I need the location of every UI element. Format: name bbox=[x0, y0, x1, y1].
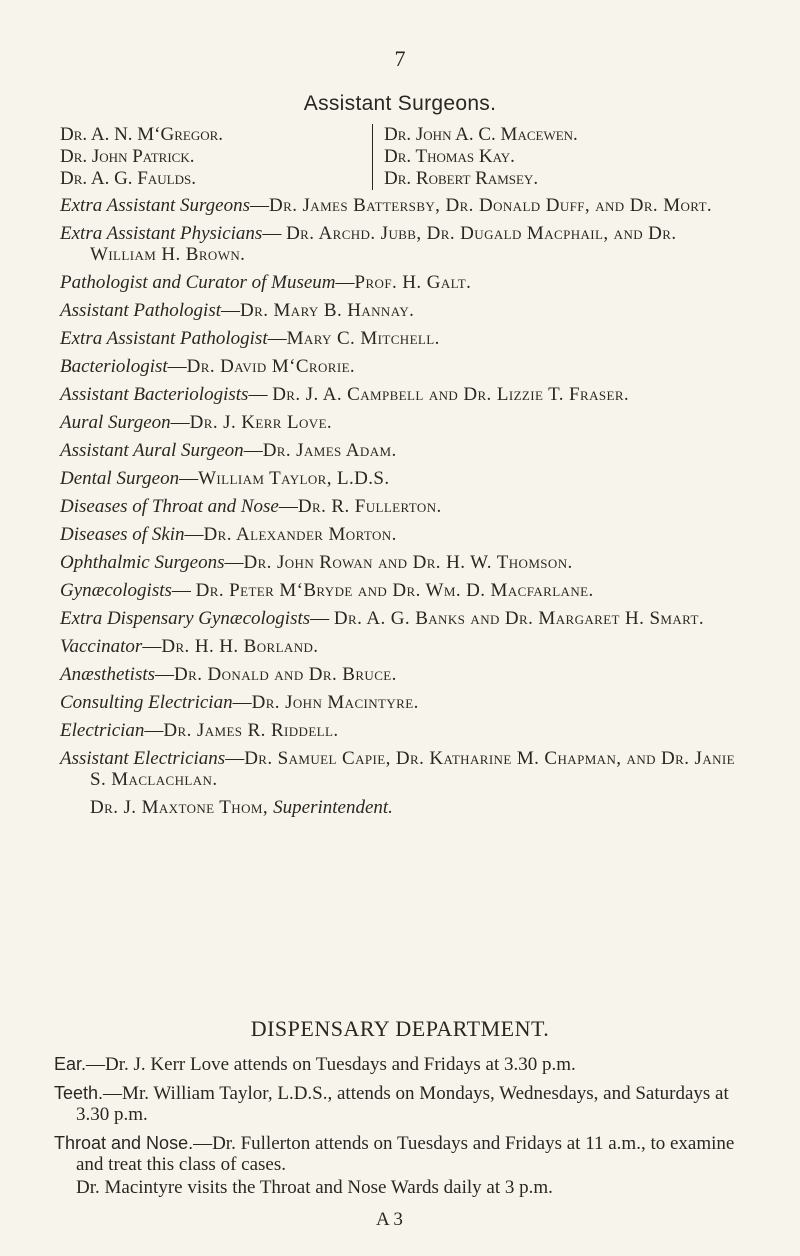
staff-entry bbox=[60, 496, 740, 517]
staff-role: Assistant Pathologist bbox=[60, 300, 221, 321]
separator: — bbox=[221, 300, 240, 321]
staff-role: Vaccinator bbox=[60, 636, 143, 657]
surgeon-name: Dr. A. N. M‘Gregor. bbox=[60, 124, 224, 145]
separator: — bbox=[243, 440, 263, 461]
staff-names: Dr. David M‘Crorie. bbox=[186, 356, 356, 377]
staff-names: Dr. John Macintyre. bbox=[251, 692, 419, 713]
dispensary-department-title: DISPENSARY DEPARTMENT. bbox=[250, 1016, 550, 1041]
staff-role: Extra Assistant Physicians bbox=[60, 223, 263, 244]
staff-names: Mary C. Mitchell. bbox=[286, 328, 440, 349]
paragraph-lead: Throat and Nose. bbox=[54, 1133, 194, 1153]
staff-names: Dr. James Battersby, Dr. Donald Duff, and Dr. Mort. bbox=[269, 195, 713, 216]
staff-names: Dr. Donald and Dr. Bruce. bbox=[174, 664, 397, 685]
staff-role: Pathologist and Curator of Museum bbox=[60, 272, 336, 293]
dispensary-paragraph bbox=[54, 1054, 746, 1075]
surgeon-name: Dr. Robert Ramsey. bbox=[384, 168, 539, 189]
staff-role: Ophthalmic Surgeons bbox=[60, 552, 225, 573]
staff-names: William Taylor, L.D.S. bbox=[198, 468, 390, 489]
separator: — bbox=[310, 608, 334, 629]
staff-entry bbox=[60, 664, 740, 685]
staff-names: Dr. A. G. Banks and Dr. Margaret H. Smart. bbox=[333, 608, 704, 629]
staff-names: Dr. Archd. Jubb, Dr. Dugald Macphail, and Dr. William H. Brown. bbox=[90, 223, 677, 265]
surgeon-name: Dr. A. G. Faulds. bbox=[60, 168, 196, 189]
staff-entry bbox=[60, 748, 740, 790]
staff-entry bbox=[60, 720, 740, 741]
staff-role: Diseases of Skin bbox=[60, 524, 185, 545]
staff-entry bbox=[60, 356, 740, 377]
dispensary-department bbox=[54, 1054, 746, 1198]
separator: — bbox=[167, 356, 187, 377]
separator: — bbox=[170, 412, 190, 433]
staff-names: Dr. James R. Riddell. bbox=[163, 720, 339, 741]
staff-names: Dr. J. Kerr Love. bbox=[189, 412, 333, 433]
separator: — bbox=[171, 580, 196, 601]
staff-names: Dr. Peter M‘Bryde and Dr. Wm. D. Macfarlane. bbox=[195, 580, 594, 601]
staff-role: Assistant Bacteriologists bbox=[60, 384, 249, 405]
assistant-surgeons-heading: Assistant Surgeons. bbox=[303, 92, 497, 115]
staff-entry bbox=[60, 440, 740, 461]
superintendent-entry bbox=[90, 797, 740, 818]
staff-role: Extra Assistant Surgeons bbox=[60, 195, 251, 216]
staff-names: Dr. James Adam. bbox=[262, 440, 397, 461]
staff-names: Dr. Mary B. Hannay. bbox=[240, 300, 415, 321]
page-number: 7 bbox=[394, 46, 406, 71]
staff-entry bbox=[60, 272, 740, 293]
separator: — bbox=[232, 692, 252, 713]
staff-names: Dr. R. Fullerton. bbox=[297, 496, 442, 517]
separator: — bbox=[224, 552, 244, 573]
staff-role: Electrician bbox=[60, 720, 145, 741]
staff-role: Assistant Aural Surgeon bbox=[60, 440, 244, 461]
staff-entry bbox=[60, 468, 740, 489]
assistant-surgeons-columns bbox=[60, 124, 740, 194]
paragraph-lead: Teeth. bbox=[54, 1083, 104, 1103]
column-divider bbox=[372, 124, 373, 190]
staff-role: Aural Surgeon bbox=[60, 412, 171, 433]
separator: — bbox=[262, 223, 287, 244]
staff-entry bbox=[60, 552, 740, 573]
staff-names: Dr. H. H. Borland. bbox=[161, 636, 319, 657]
staff-names: Prof. H. Galt. bbox=[354, 272, 472, 293]
superintendent-name: Dr. J. Maxtone Thom, bbox=[90, 797, 274, 818]
staff-entry bbox=[60, 608, 740, 629]
staff-role: Gynæcologists bbox=[60, 580, 172, 601]
paragraph-text: —Dr. Fullerton attends on Tuesdays and Fridays at 11 a.m., to examine and treat this class of cases. bbox=[76, 1133, 735, 1175]
separator: — bbox=[250, 195, 270, 216]
assistant-surgeons-right-column bbox=[384, 124, 578, 190]
separator: — bbox=[155, 664, 175, 685]
separator: — bbox=[278, 496, 298, 517]
separator: — bbox=[248, 384, 273, 405]
separator: — bbox=[267, 328, 287, 349]
paragraph-text: —Mr. William Taylor, L.D.S., attends on Mondays, Wednesdays, and Saturdays at 3.30 p.m. bbox=[76, 1083, 729, 1125]
staff-entry bbox=[60, 692, 740, 713]
separator: — bbox=[225, 748, 245, 769]
surgeon-name: Dr. John A. C. Macewen. bbox=[384, 124, 578, 145]
separator: — bbox=[184, 524, 204, 545]
paragraph-lead: Ear. bbox=[54, 1054, 87, 1074]
staff-names: Dr. Samuel Capie, Dr. Katharine M. Chapman, and Dr. Janie S. Maclachlan. bbox=[90, 748, 735, 790]
separator: — bbox=[144, 720, 164, 741]
staff-names: Dr. John Rowan and Dr. H. W. Thomson. bbox=[243, 552, 573, 573]
surgeon-name: Dr. John Patrick. bbox=[60, 146, 195, 167]
separator: — bbox=[142, 636, 162, 657]
staff-role: Extra Dispensary Gynæcologists bbox=[60, 608, 311, 629]
staff-role: Dental Surgeon bbox=[60, 468, 180, 489]
dispensary-paragraph bbox=[54, 1133, 746, 1175]
staff-entry bbox=[60, 195, 740, 216]
dispensary-note: Dr. Macintyre visits the Throat and Nose Wards daily at 3 p.m. bbox=[76, 1177, 553, 1198]
staff-list bbox=[60, 195, 740, 825]
staff-entry bbox=[60, 580, 740, 601]
staff-role: Assistant Electricians bbox=[60, 748, 226, 769]
staff-entry bbox=[60, 223, 740, 265]
staff-names: Dr. Alexander Morton. bbox=[203, 524, 397, 545]
staff-entry bbox=[60, 300, 740, 321]
assistant-surgeons-left-column bbox=[60, 124, 223, 190]
staff-entry bbox=[60, 412, 740, 433]
staff-entry bbox=[60, 328, 740, 349]
staff-entry bbox=[60, 636, 740, 657]
staff-role: Extra Assistant Pathologist bbox=[60, 328, 268, 349]
separator: — bbox=[179, 468, 199, 489]
superintendent-title: Superintendent. bbox=[273, 797, 393, 818]
page-signature: A 3 bbox=[376, 1209, 403, 1230]
staff-names: Dr. J. A. Campbell and Dr. Lizzie T. Fraser. bbox=[272, 384, 630, 405]
paragraph-text: —Dr. J. Kerr Love attends on Tuesdays and Fridays at 3.30 p.m. bbox=[86, 1054, 576, 1075]
staff-entry bbox=[60, 384, 740, 405]
staff-role: Consulting Electrician bbox=[60, 692, 233, 713]
staff-role: Anæsthetists bbox=[60, 664, 156, 685]
separator: — bbox=[335, 272, 355, 293]
staff-role: Bacteriologist bbox=[60, 356, 168, 377]
staff-role: Diseases of Throat and Nose bbox=[60, 496, 279, 517]
staff-entry bbox=[60, 524, 740, 545]
surgeon-name: Dr. Thomas Kay. bbox=[384, 146, 515, 167]
dispensary-paragraph bbox=[54, 1083, 746, 1125]
